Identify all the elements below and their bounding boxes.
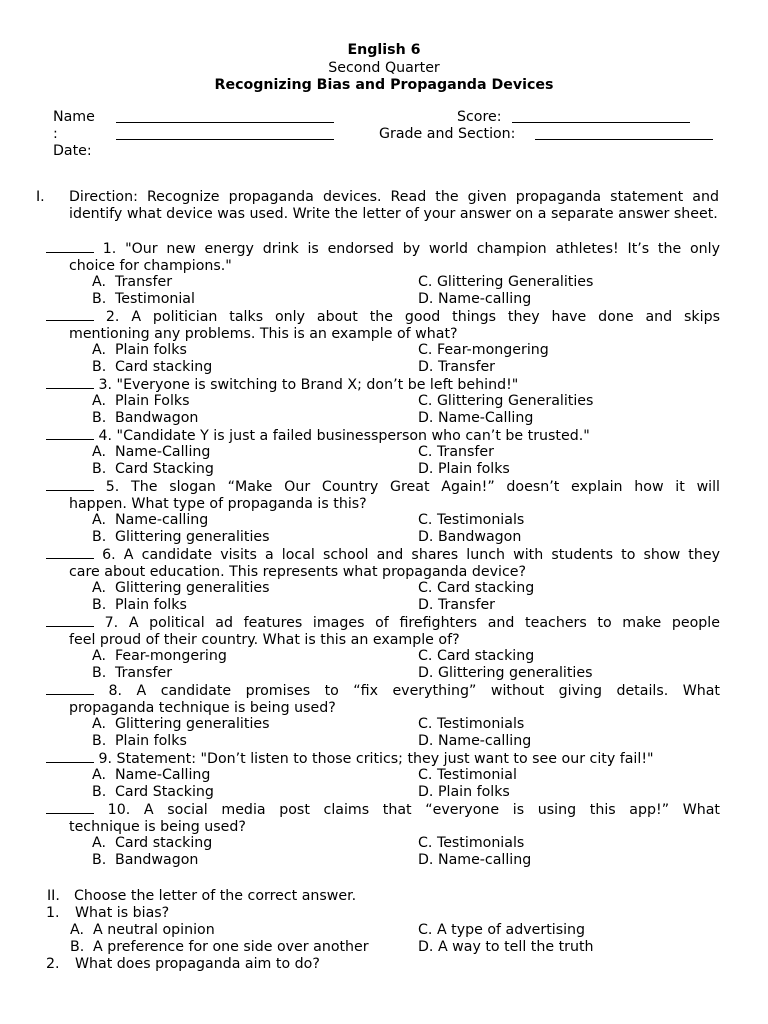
score-field-line[interactable] xyxy=(512,122,690,123)
option-letter: D. xyxy=(418,359,434,375)
question-line: 10. A social media post claims that “everyone is using this app!” What xyxy=(107,802,720,818)
question-line-continued: technique is being used? xyxy=(69,819,246,835)
q6-option-c[interactable] xyxy=(418,580,534,597)
part2-q1-option-c[interactable] xyxy=(418,922,585,939)
part2-q1-text: What is bias? xyxy=(75,905,170,921)
option-letter: B. xyxy=(70,939,85,955)
q8-option-c[interactable] xyxy=(418,716,524,733)
option-text: Transfer xyxy=(436,444,494,460)
option-letter: A. xyxy=(92,835,106,851)
subject-title: English 6 xyxy=(347,42,421,58)
question-text xyxy=(46,801,720,819)
option-letter: B. xyxy=(92,733,107,749)
option-text: Transfer xyxy=(437,359,495,375)
question-item-8 xyxy=(46,682,720,717)
option-text: A type of advertising xyxy=(436,922,586,938)
q8-option-b[interactable] xyxy=(92,733,187,750)
question-line: 4. "Candidate Y is just a failed businessperson who can’t be trusted." xyxy=(98,428,590,444)
score-label: Score: xyxy=(457,109,502,125)
option-text: Glittering Generalities xyxy=(436,393,594,409)
q5-option-b[interactable] xyxy=(92,529,270,546)
question-line: 2. A politician talks only about the good things they have done and skips xyxy=(105,309,720,325)
option-letter: D. xyxy=(418,784,434,800)
option-text: Testimonial xyxy=(436,767,517,783)
option-letter: C. xyxy=(418,274,433,290)
q7-option-c[interactable] xyxy=(418,648,534,665)
question-line-continued: propaganda technique is being used? xyxy=(69,700,336,716)
option-text: Testimonials xyxy=(436,512,525,528)
answer-blank[interactable] xyxy=(46,614,94,627)
option-text: Name-Calling xyxy=(437,410,534,426)
q10-option-c[interactable] xyxy=(418,835,524,852)
q3-option-b[interactable] xyxy=(92,410,198,427)
question-item-4 xyxy=(46,427,720,445)
question-line: 5. The slogan “Make Our Country Great Again!” doesn’t explain how it will xyxy=(105,479,720,495)
q3-option-c[interactable] xyxy=(418,393,593,410)
question-line: 8. A candidate promises to “fix everything” without giving details. What xyxy=(108,683,720,699)
option-text: Plain folks xyxy=(437,784,510,800)
option-letter: A. xyxy=(70,922,84,938)
q7-option-a[interactable] xyxy=(92,648,227,665)
answer-blank[interactable] xyxy=(46,546,94,559)
option-text: Name-calling xyxy=(437,291,532,307)
q9-option-a[interactable] xyxy=(92,767,210,784)
q8-option-d[interactable] xyxy=(418,733,531,750)
q9-option-b[interactable] xyxy=(92,784,214,801)
option-text: Plain folks xyxy=(437,461,510,477)
part2-direction: Choose the letter of the correct answer. xyxy=(74,888,357,904)
q5-option-a[interactable] xyxy=(92,512,208,529)
answer-blank[interactable] xyxy=(46,682,94,695)
question-item-1 xyxy=(46,240,720,275)
option-text: Card stacking xyxy=(115,835,213,851)
option-letter: D. xyxy=(418,291,434,307)
option-text: Glittering generalities xyxy=(115,716,270,732)
option-letter: D. xyxy=(418,665,434,681)
option-letter: B. xyxy=(92,784,107,800)
option-letter: A. xyxy=(92,393,106,409)
q10-option-a[interactable] xyxy=(92,835,212,852)
question-text xyxy=(46,682,720,700)
question-text xyxy=(46,308,720,326)
option-text: Card Stacking xyxy=(115,784,214,800)
question-line-continued: happen. What type of propaganda is this? xyxy=(69,496,367,512)
option-letter: C. xyxy=(418,342,433,358)
answer-blank[interactable] xyxy=(46,308,94,321)
question-text xyxy=(46,376,720,394)
question-item-6 xyxy=(46,546,720,581)
question-line-continued: mentioning any problems. This is an example of what? xyxy=(69,326,458,342)
question-line: 3. "Everyone is switching to Brand X; don’t be left behind!" xyxy=(98,377,519,393)
option-letter: B. xyxy=(92,359,107,375)
question-text xyxy=(46,478,720,496)
option-text: Testimonials xyxy=(436,716,525,732)
q1-option-a[interactable] xyxy=(92,274,172,291)
option-text: Name-Calling xyxy=(115,767,211,783)
part2-q1-option-b[interactable] xyxy=(70,939,369,956)
option-letter: C. xyxy=(418,922,433,938)
option-text: Card stacking xyxy=(436,580,535,596)
q5-option-d[interactable] xyxy=(418,529,521,546)
option-text: Glittering generalities xyxy=(437,665,593,681)
answer-blank[interactable] xyxy=(46,376,94,389)
option-text: Name-calling xyxy=(437,733,532,749)
part1-direction: Direction: Recognize propaganda devices. Read the given propaganda statement and identify what device was used. Write the letter of your answer on a separate answer sheet. xyxy=(69,189,719,222)
option-letter: B. xyxy=(92,291,107,307)
quarter-subtitle: Second Quarter xyxy=(328,59,440,76)
question-text xyxy=(46,427,720,445)
option-letter: B. xyxy=(92,529,107,545)
grade-section-field-line[interactable] xyxy=(535,139,713,140)
option-text: Glittering generalities xyxy=(115,529,270,545)
option-letter: A. xyxy=(92,716,106,732)
option-text: Transfer xyxy=(115,665,173,681)
part2-q1-option-a[interactable] xyxy=(70,922,215,939)
name-colon: : xyxy=(53,126,58,142)
option-text: Fear-mongering xyxy=(436,342,549,358)
option-letter: B. xyxy=(92,597,107,613)
name-field-line[interactable] xyxy=(116,122,334,123)
answer-blank[interactable] xyxy=(46,750,94,763)
q4-option-a[interactable] xyxy=(92,444,210,461)
question-item-2 xyxy=(46,308,720,343)
question-line-continued: choice for champions." xyxy=(69,258,232,274)
option-text: Transfer xyxy=(115,274,173,290)
q2-option-c[interactable] xyxy=(418,342,549,359)
part2-numeral: II. xyxy=(47,888,60,904)
option-letter: A. xyxy=(92,274,106,290)
question-item-5 xyxy=(46,478,720,513)
option-letter: A. xyxy=(92,444,106,460)
option-letter: A. xyxy=(92,648,106,664)
answer-blank[interactable] xyxy=(46,240,94,253)
question-text xyxy=(46,750,720,768)
option-letter: C. xyxy=(418,393,433,409)
option-letter: A. xyxy=(92,580,106,596)
option-text: A neutral opinion xyxy=(93,922,215,938)
option-letter: C. xyxy=(418,512,433,528)
option-letter: B. xyxy=(92,665,107,681)
grade-section-label: Grade and Section: xyxy=(379,126,516,142)
question-line: 1. "Our new energy drink is endorsed by world champion athletes! It’s the only xyxy=(102,241,720,257)
option-letter: B. xyxy=(92,410,107,426)
q4-option-b[interactable] xyxy=(92,461,214,478)
q4-option-d[interactable] xyxy=(418,461,510,478)
option-text: Transfer xyxy=(437,597,495,613)
q6-option-b[interactable] xyxy=(92,597,187,614)
option-text: A preference for one side over another xyxy=(93,939,369,955)
question-text xyxy=(46,546,720,564)
option-text: Bandwagon xyxy=(115,852,199,868)
q10-option-d[interactable] xyxy=(418,852,531,869)
date-field-line[interactable] xyxy=(116,139,334,140)
question-text xyxy=(46,614,720,632)
question-item-3 xyxy=(46,376,720,394)
q2-option-a[interactable] xyxy=(92,342,187,359)
question-item-7 xyxy=(46,614,720,649)
q5-option-c[interactable] xyxy=(418,512,524,529)
question-item-10 xyxy=(46,801,720,836)
question-text xyxy=(46,240,720,258)
question-line-continued: feel proud of their country. What is this an example of? xyxy=(69,632,460,648)
option-text: Bandwagon xyxy=(437,529,522,545)
q1-option-b[interactable] xyxy=(92,291,195,308)
option-letter: C. xyxy=(418,648,433,664)
option-letter: C. xyxy=(418,444,433,460)
part2-q1-number: 1. xyxy=(46,905,60,921)
option-text: Name-calling xyxy=(115,512,209,528)
option-text: Name-Calling xyxy=(115,444,211,460)
q3-option-a[interactable] xyxy=(92,393,190,410)
option-letter: C. xyxy=(418,580,433,596)
option-letter: D. xyxy=(418,939,434,955)
q9-option-c[interactable] xyxy=(418,767,517,784)
question-line: 9. Statement: "Don’t listen to those critics; they just want to see our city fail!" xyxy=(98,751,654,767)
part2-q1-option-d[interactable] xyxy=(418,939,594,956)
q7-option-d[interactable] xyxy=(418,665,592,682)
q8-option-a[interactable] xyxy=(92,716,270,733)
part2-q2-text: What does propaganda aim to do? xyxy=(75,956,320,972)
q1-option-d[interactable] xyxy=(418,291,531,308)
q6-option-d[interactable] xyxy=(418,597,495,614)
option-text: Plain folks xyxy=(115,342,187,358)
q2-option-d[interactable] xyxy=(418,359,495,376)
option-text: Card stacking xyxy=(436,648,535,664)
option-letter: B. xyxy=(92,852,107,868)
option-text: A way to tell the truth xyxy=(437,939,594,955)
part1-numeral: I. xyxy=(36,189,45,205)
option-letter: C. xyxy=(418,835,433,851)
q9-option-d[interactable] xyxy=(418,784,510,801)
option-text: Testimonials xyxy=(436,835,525,851)
name-label: Name xyxy=(53,109,95,125)
option-text: Plain folks xyxy=(115,597,187,613)
q2-option-b[interactable] xyxy=(92,359,212,376)
option-letter: B. xyxy=(92,461,107,477)
option-text: Testimonial xyxy=(115,291,195,307)
answer-blank[interactable] xyxy=(46,801,94,814)
option-text: Glittering Generalities xyxy=(436,274,594,290)
q6-option-a[interactable] xyxy=(92,580,270,597)
option-text: Plain Folks xyxy=(115,393,190,409)
option-letter: C. xyxy=(418,716,433,732)
option-text: Plain folks xyxy=(115,733,187,749)
q4-option-c[interactable] xyxy=(418,444,494,461)
option-text: Glittering generalities xyxy=(115,580,270,596)
option-letter: D. xyxy=(418,597,434,613)
option-letter: D. xyxy=(418,461,434,477)
option-text: Name-calling xyxy=(437,852,532,868)
date-label: Date: xyxy=(53,143,92,159)
answer-blank[interactable] xyxy=(46,478,94,491)
option-text: Fear-mongering xyxy=(115,648,227,664)
option-text: Bandwagon xyxy=(115,410,199,426)
question-line: 7. A political ad features images of firefighters and teachers to make people xyxy=(104,615,720,631)
worksheet-header xyxy=(0,42,768,95)
q7-option-b[interactable] xyxy=(92,665,172,682)
option-letter: C. xyxy=(418,767,433,783)
q3-option-d[interactable] xyxy=(418,410,533,427)
option-letter: D. xyxy=(418,529,434,545)
question-item-9 xyxy=(46,750,720,768)
q10-option-b[interactable] xyxy=(92,852,198,869)
question-line-continued: care about education. This represents what propaganda device? xyxy=(69,564,526,580)
option-letter: A. xyxy=(92,767,106,783)
option-letter: A. xyxy=(92,512,106,528)
option-letter: D. xyxy=(418,852,434,868)
answer-blank[interactable] xyxy=(46,427,94,440)
question-line: 6. A candidate visits a local school and shares lunch with students to show they xyxy=(102,547,720,563)
option-text: Card stacking xyxy=(115,359,213,375)
option-letter: D. xyxy=(418,410,434,426)
q1-option-c[interactable] xyxy=(418,274,593,291)
worksheet-title: Recognizing Bias and Propaganda Devices xyxy=(214,77,554,93)
option-text: Card Stacking xyxy=(115,461,214,477)
option-letter: A. xyxy=(92,342,106,358)
option-letter: D. xyxy=(418,733,434,749)
part2-q2-number: 2. xyxy=(46,956,60,972)
